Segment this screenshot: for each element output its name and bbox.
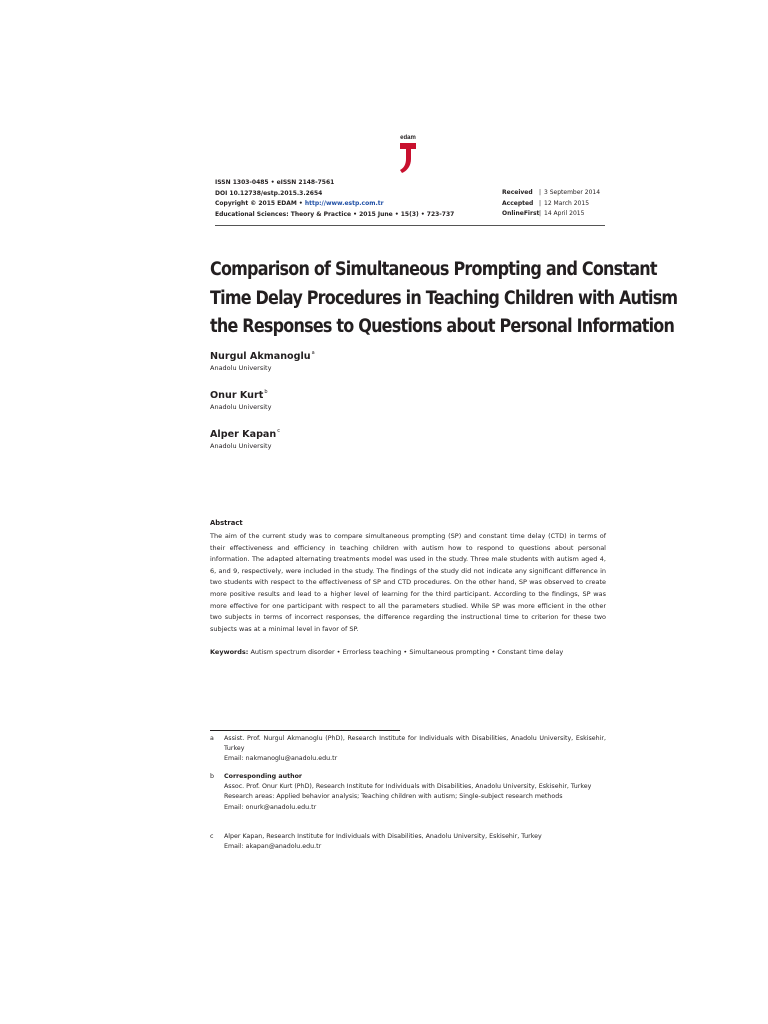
footnote-mark: a: [210, 735, 214, 742]
date-row-onlinefirst: [502, 209, 600, 220]
footnote-body: [224, 734, 606, 765]
footnote-email: Email: onurk@anadolu.edu.tr: [224, 803, 317, 811]
author-block: [210, 386, 510, 412]
doi-line: DOI 10.12738/estp.2015.3.2654: [215, 189, 323, 197]
author-footnote-mark: c: [277, 428, 280, 434]
abstract-heading: Abstract: [210, 519, 243, 527]
date-separator: |: [538, 189, 542, 196]
publication-meta: [215, 178, 454, 220]
author-footnote-mark: a: [311, 350, 315, 356]
keywords-label: Keywords:: [210, 648, 249, 656]
footnote-mark: b: [210, 773, 214, 780]
keywords: [210, 647, 606, 657]
date-value: 12 March 2015: [544, 199, 590, 207]
date-value: 14 April 2015: [544, 210, 585, 217]
author-affiliation: Anadolu University: [210, 442, 272, 450]
footnote-body: [224, 772, 606, 813]
keywords-list: Autism spectrum disorder • Errorless teaching • Simultaneous prompting • Constant time delay: [248, 648, 564, 656]
footnote-email: Email: akapan@anadolu.edu.tr: [224, 843, 322, 851]
title-line: the Responses to Questions about Personal Information: [210, 316, 675, 337]
date-row-accepted: [502, 199, 600, 210]
footnote-email: Email: nakmanoglu@anadolu.edu.tr: [224, 755, 338, 763]
date-label: OnlineFirst: [502, 210, 540, 217]
edam-logo: [397, 135, 419, 177]
date-row-received: [502, 188, 600, 199]
footnote-a: [210, 734, 606, 765]
article-title: [210, 256, 678, 342]
author-affiliation: Anadolu University: [210, 364, 272, 372]
date-label: Accepted: [502, 199, 534, 207]
corresponding-author-label: Corresponding author: [224, 773, 302, 780]
footnote-line: Assoc. Prof. Onur Kurt (PhD), Research Institute for Individuals with Disabilities, Anadolu University, Eskisehir, Turkey: [224, 783, 592, 791]
date-label: Received: [502, 189, 533, 196]
footnote-line: Assist. Prof. Nurgul Akmanoglu (PhD), Research Institute for Individuals with Disabilities, Anadolu University, Eskisehir, Turkey: [224, 735, 606, 753]
issn-line: ISSN 1303-0485 • eISSN 2148-7561: [215, 179, 335, 186]
title-line: Comparison of Simultaneous Prompting and Constant: [210, 259, 657, 280]
footnote-mark: c: [210, 833, 214, 840]
footnote-c: [210, 832, 606, 852]
header-divider: [215, 225, 605, 226]
edam-mark-icon: [397, 135, 419, 177]
date-separator: |: [538, 199, 542, 207]
abstract-body: The aim of the current study was to compare simultaneous prompting (SP) and constant time delay (CTD) in terms of their effectiveness and efficiency in teaching children with autism how to respond to questions about personal information. The adapted alternating treatments model was used in the study. Three male students with autism aged 4, 6, and 9, respectively, were included in the study. The findings of the study did not indicate any significant difference in two students with respect to the effectiveness of SP and CTD procedures. On the other hand, SP was observed to create more positive results and lead to a higher level of learning for the third participant. According to the findings, SP was more effective for one participant with respect to all the parameters studied. While SP was more efficient in the other two subjects in terms of incorrect responses, the difference regarding the instructional time to criterion for these two subjects was at a minimal level in favor of SP.: [210, 532, 606, 633]
footnote-line: Alper Kapan, Research Institute for Individuals with Disabilities, Anadolu University, Eskisehir, Turkey: [224, 833, 542, 840]
author-name: [210, 425, 510, 441]
journal-link[interactable]: http://www.estp.com.tr: [304, 200, 384, 207]
footnote-body: [224, 832, 606, 852]
author-name-text: Onur Kurt: [210, 390, 264, 401]
footnote-divider: [210, 730, 400, 731]
copyright-line: [215, 199, 454, 210]
author-affiliation: Anadolu University: [210, 403, 272, 411]
copyright-text: Copyright © 2015 EDAM •: [215, 200, 305, 207]
date-value: 3 September 2014: [544, 189, 601, 196]
journal-line: [215, 210, 454, 221]
logo-wordmark: edam: [400, 135, 416, 141]
author-name-text: Alper Kapan: [210, 429, 277, 440]
footnote-research-areas: Research areas: Applied behavior analysis; Teaching children with autism; Single-subject research methods: [224, 793, 563, 801]
journal-citation: Educational Sciences: Theory & Practice • 2015 June • 15(3) • 723-737: [215, 210, 455, 218]
footnote-b: [210, 772, 606, 813]
author-footnote-mark: b: [264, 389, 268, 395]
publication-dates: [502, 188, 600, 220]
author-name: [210, 347, 510, 363]
author-block: [210, 425, 510, 451]
date-separator: |: [538, 210, 542, 217]
author-block: [210, 347, 510, 373]
author-name-text: Nurgul Akmanoglu: [210, 351, 311, 362]
title-line: Time Delay Procedures in Teaching Children with Autism: [210, 287, 678, 309]
author-name: [210, 386, 510, 402]
